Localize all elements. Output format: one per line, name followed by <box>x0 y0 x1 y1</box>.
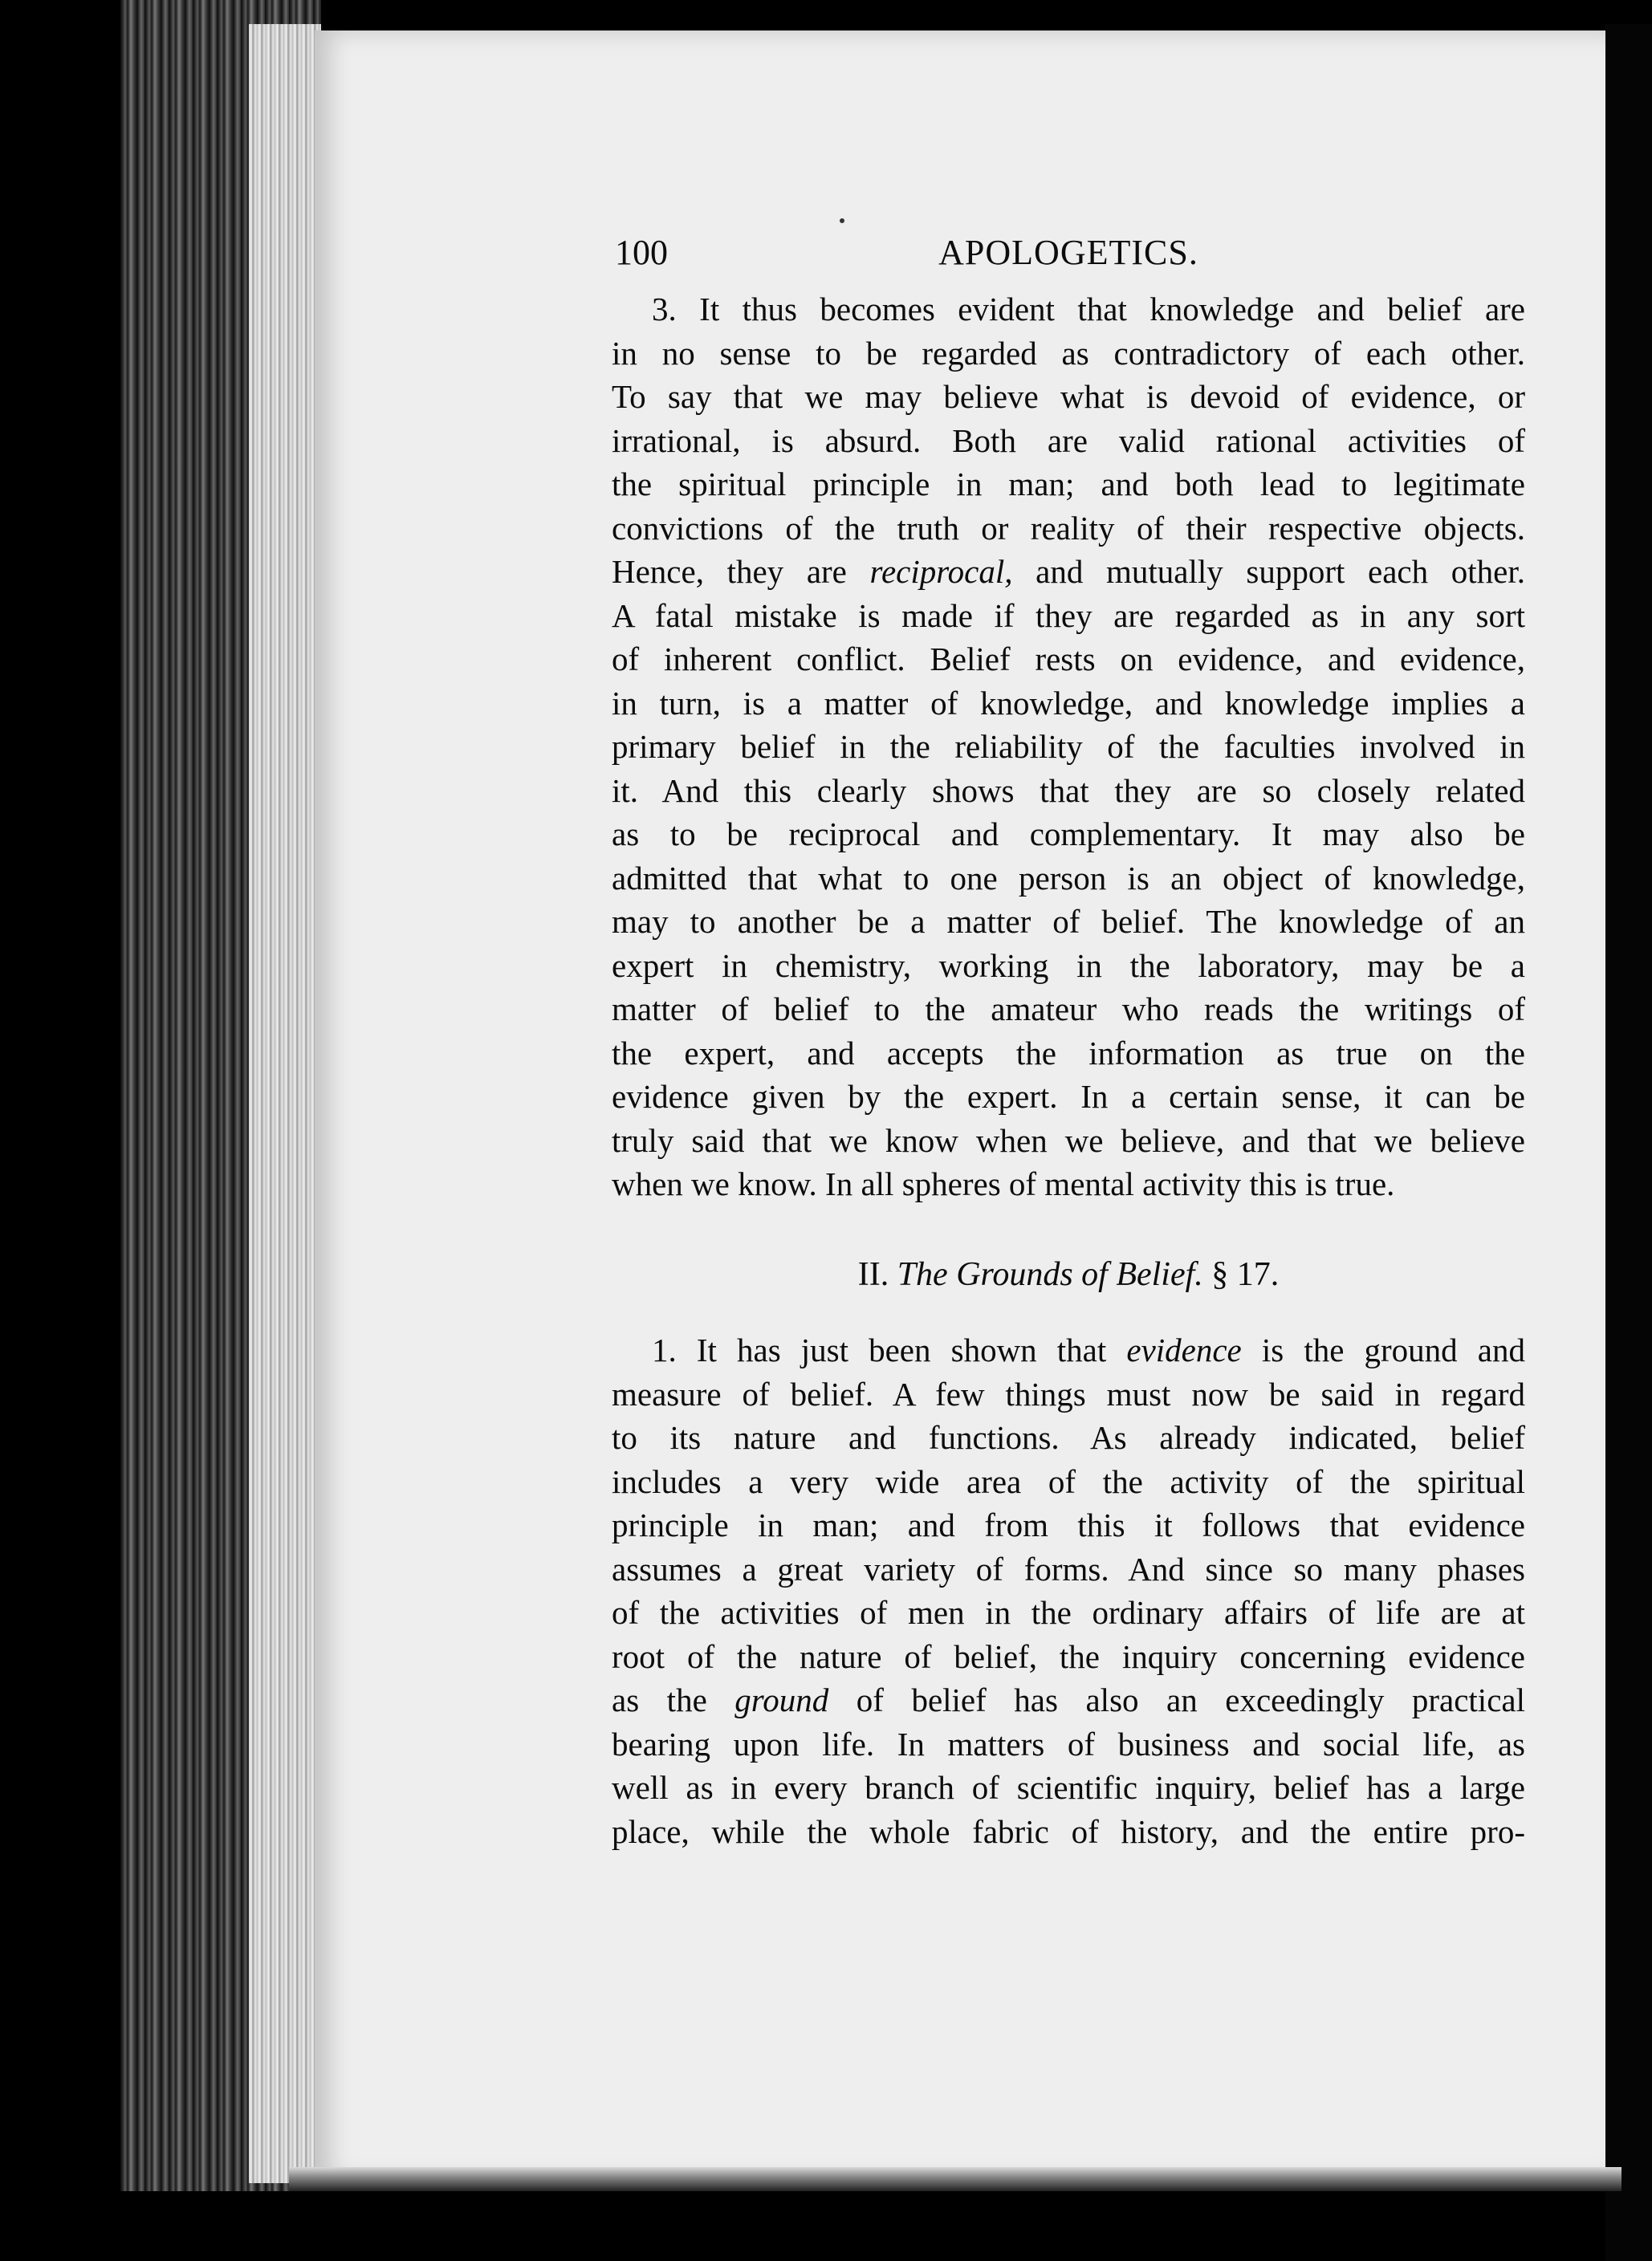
text-line <box>612 1678 1525 1722</box>
text-line: of inherent conflict. Belief rests on evidence, and evidence, <box>612 640 1525 677</box>
text-line: convictions of the truth or reality of their respective objects. <box>612 509 1525 547</box>
text-line <box>612 1328 1525 1372</box>
text-line: well as in every branch of scientific inquiry, belief has a large <box>612 1769 1525 1806</box>
scan-speck <box>840 218 844 223</box>
text-line: expert in chemistry, working in the laboratory, may be a <box>612 946 1525 984</box>
text-line <box>612 550 1525 594</box>
page-header <box>612 231 1525 279</box>
text-run: is the ground and <box>1241 1332 1525 1368</box>
text-line: in turn, is a matter of knowledge, and knowledge implies a <box>612 684 1525 722</box>
text-line: irrational, is absurd. Both are valid rational activities of <box>612 421 1525 459</box>
text-line: of the activities of men in the ordinary affairs of life are at <box>612 1594 1525 1631</box>
text-line: 3. It thus becomes evident that knowledge and belief are <box>652 291 1525 327</box>
text-line: as to be reciprocal and complementary. It may also be <box>612 815 1525 852</box>
italic-term: ground <box>734 1682 829 1718</box>
italic-term: reciprocal, <box>869 553 1013 590</box>
section-number: II. <box>857 1255 889 1293</box>
text-line: root of the nature of belief, the inquiry concerning evidence <box>612 1637 1525 1675</box>
text-line: it. And this clearly shows that they are so closely related <box>612 771 1525 809</box>
text-run: and mutually support each other. <box>1012 553 1525 590</box>
italic-term: evidence <box>1126 1332 1242 1368</box>
text-line: when we know. In all spheres of mental activity this is true. <box>612 1165 1395 1202</box>
page-text <box>612 231 1525 1853</box>
text-line: bearing upon life. In matters of business and social life, as <box>612 1725 1525 1763</box>
text-line: the spiritual principle in man; and both lead to legitimate <box>612 466 1525 502</box>
text-line: matter of belief to the amateur who reads the writings of <box>612 990 1525 1027</box>
text-line: includes a very wide area of the activity of the spiritual <box>612 1462 1525 1500</box>
text-line: place, while the whole fabric of history, and the entire pro- <box>612 1812 1525 1850</box>
text-line: To say that we may believe what is devoid of evidence, or <box>612 378 1525 415</box>
paragraph-2 <box>612 1328 1525 1853</box>
section-heading <box>612 1253 1525 1297</box>
text-line: assumes a great variety of forms. And since so many phases <box>612 1550 1525 1588</box>
page-bottom-edge <box>289 2167 1621 2191</box>
page-number: 100 <box>615 233 668 272</box>
text-line: measure of belief. A few things must now be said in regard <box>612 1375 1525 1413</box>
text-run: of belief has also an exceedingly practical <box>828 1682 1525 1718</box>
page-edges <box>249 24 321 2183</box>
text-line: A fatal mistake is made if they are regarded as in any sort <box>612 596 1525 634</box>
running-title: APOLOGETICS. <box>938 233 1198 272</box>
section-title: The Grounds of Belief. <box>897 1255 1203 1293</box>
text-line: to its nature and functions. As already indicated, belief <box>612 1419 1525 1456</box>
text-line: primary belief in the reliability of the faculties involved in <box>612 728 1525 765</box>
text-line: may to another be a matter of belief. The knowledge of an <box>612 903 1525 940</box>
scan-border-right <box>1605 24 1652 2261</box>
text-line: truly said that we know when we believe, and that we believe <box>612 1121 1525 1159</box>
text-run: 1. It has just been shown that <box>652 1332 1127 1368</box>
paragraph-1 <box>612 287 1525 1206</box>
text-line: admitted that what to one person is an object of knowledge, <box>612 859 1525 897</box>
text-line: the expert, and accepts the information as true on the <box>612 1034 1525 1072</box>
text-line: evidence given by the expert. In a certain sense, it can be <box>612 1078 1525 1115</box>
text-line: in no sense to be regarded as contradictory of each other. <box>612 334 1525 372</box>
section-paragraph-ref: § 17. <box>1211 1255 1280 1293</box>
text-run: Hence, they are <box>612 553 870 590</box>
text-run: as the <box>612 1682 735 1718</box>
text-line: principle in man; and from this it follows that evidence <box>612 1507 1525 1543</box>
